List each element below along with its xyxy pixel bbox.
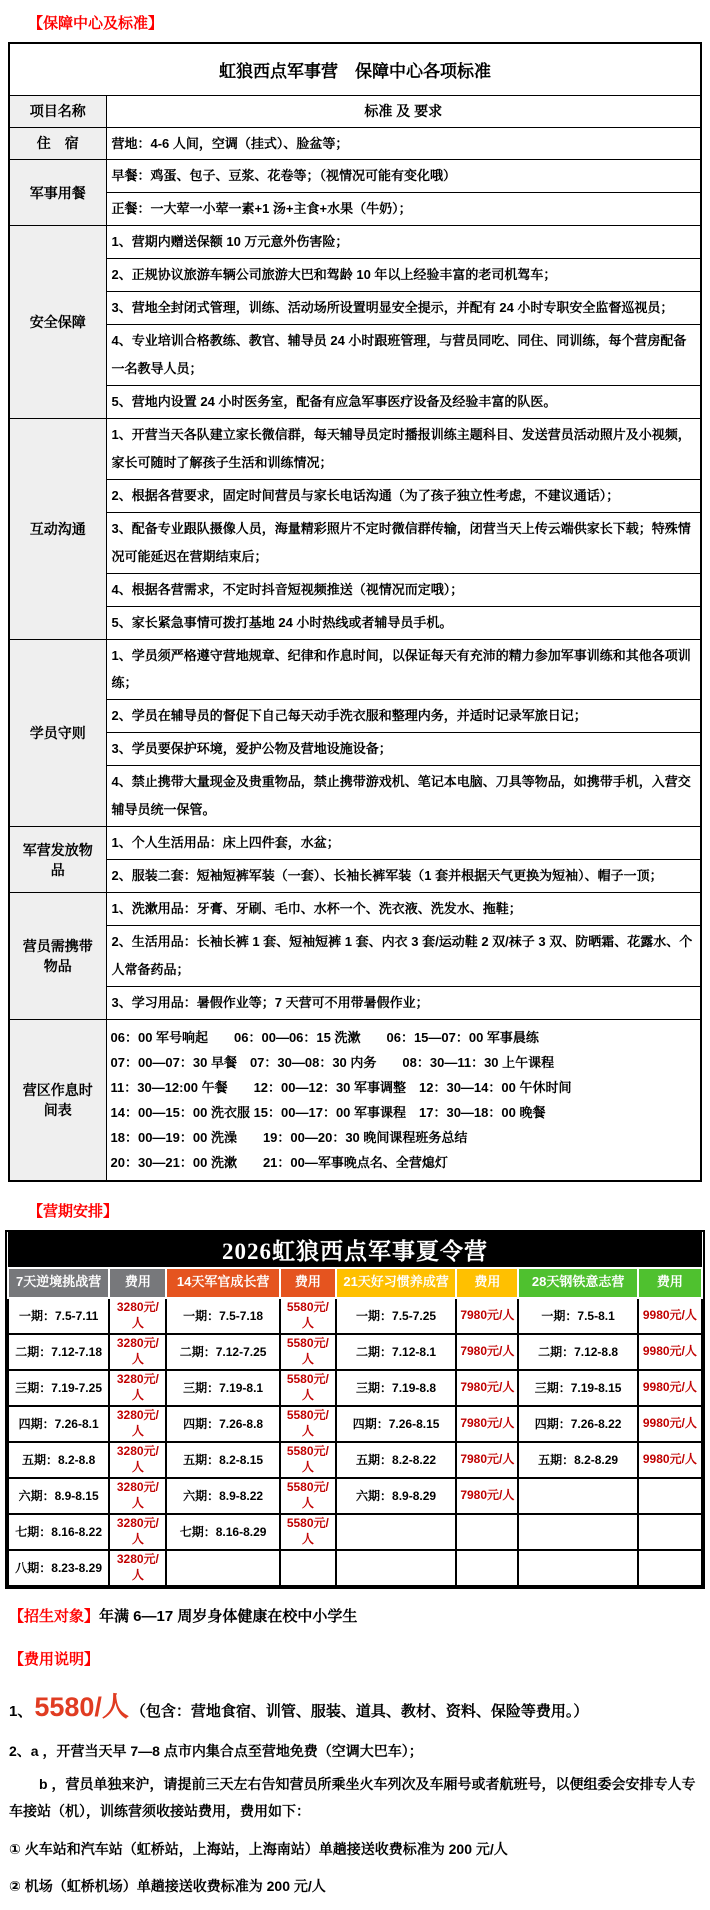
session-cell: 八期：8.23-8.29 — [8, 1550, 109, 1586]
fee-cell — [638, 1550, 702, 1586]
session-cell: 二期：7.12-8.8 — [518, 1334, 637, 1370]
fee-cell: 5580元/人 — [280, 1406, 336, 1442]
fee-note-detail: （包含：营地食宿、训管、服装、道具、教材、资料、保险等费用。） — [130, 1702, 589, 1720]
item-text: 1、学员须严格遵守营地规章、纪律和作息时间，以保证每天有充沛的精力参加军事训练和其他各项训练； — [106, 639, 701, 700]
session-cell: 五期：8.2-8.8 — [8, 1442, 109, 1478]
table-row — [9, 700, 701, 733]
table-row — [9, 893, 701, 926]
fee-cell: 5580元/人 — [280, 1334, 336, 1370]
fee-note-1 — [9, 1685, 710, 1724]
table-row — [9, 418, 701, 479]
fee-cell: 5580元/人 — [280, 1298, 336, 1334]
camp-row — [8, 1550, 702, 1586]
camp-schedule-table — [7, 1232, 703, 1587]
table-row — [9, 512, 701, 573]
support-table-title: 虹狼西点军事营 保障中心各项标准 — [9, 43, 701, 95]
item-text: 1、营期内赠送保额 10 万元意外伤害险； — [106, 226, 701, 259]
item-text: 正餐：一大荤一小荤一素+1 汤+主食+水果（牛奶）； — [106, 193, 701, 226]
table-row — [9, 127, 701, 160]
schedule-line: 06：00 军号响起 06：00—06：15 洗漱 06：15—07：00 军事晨练 — [110, 1029, 539, 1045]
session-cell: 四期：7.26-8.22 — [518, 1406, 637, 1442]
fee-header: 费用 — [109, 1268, 166, 1298]
session-cell: 三期：7.19-8.1 — [166, 1370, 279, 1406]
session-cell: 一期：7.5-7.25 — [336, 1298, 456, 1334]
session-cell: 七期：8.16-8.29 — [166, 1514, 279, 1550]
table-row — [9, 827, 701, 860]
support-standards-table — [8, 42, 702, 1182]
camp-row — [8, 1406, 702, 1442]
session-cell: 五期：8.2-8.15 — [166, 1442, 279, 1478]
table-row — [9, 925, 701, 986]
session-cell — [166, 1550, 279, 1586]
session-cell: 四期：7.26-8.1 — [8, 1406, 109, 1442]
fee-note-number: 1、 — [9, 1702, 33, 1720]
table-row — [9, 193, 701, 226]
session-cell: 六期：8.9-8.29 — [336, 1478, 456, 1514]
fee-cell: 7980元/人 — [456, 1478, 518, 1514]
program-header-21day: 21天好习惯养成营 — [336, 1268, 456, 1298]
item-text: 5、营地内设置 24 小时医务室，配备有应急军事医疗设备及经验丰富的队医。 — [106, 386, 701, 419]
program-header-14day: 14天军官成长营 — [166, 1268, 279, 1298]
fee-cell: 9980元/人 — [638, 1406, 702, 1442]
session-cell: 四期：7.26-8.8 — [166, 1406, 279, 1442]
camp-header-row — [8, 1268, 702, 1298]
fee-cell: 7980元/人 — [456, 1406, 518, 1442]
fee-cell — [280, 1550, 336, 1586]
camp-row — [8, 1514, 702, 1550]
schedule-line: 18：00—19：00 洗澡 19：00—20：30 晚间课程班务总结 — [110, 1129, 468, 1145]
fee-cell — [638, 1514, 702, 1550]
camp-row — [8, 1442, 702, 1478]
item-text: 1、开营当天各队建立家长微信群，每天辅导员定时播报训练主题科目、发送营员活动照片及小视频，家长可随时了解孩子生活和训练情况； — [106, 418, 701, 479]
enrollment-text: 年满 6—17 周岁身体健康在校中小学生 — [99, 1607, 358, 1625]
fee-cell: 3280元/人 — [109, 1334, 166, 1370]
session-cell: 四期：7.26-8.15 — [336, 1406, 456, 1442]
section-label-accommodation: 住 宿 — [9, 127, 106, 160]
session-cell: 三期：7.19-8.8 — [336, 1370, 456, 1406]
session-cell — [518, 1478, 637, 1514]
session-cell: 二期：7.12-8.1 — [336, 1334, 456, 1370]
fee-amount: 5580/人 — [34, 1691, 129, 1722]
schedule-line: 11：30—12:00 午餐 12：00—12：30 军事调整 12：30—14：00 午休时间 — [110, 1079, 572, 1095]
heading-support-standards: 【保障中心及标准】 — [28, 15, 164, 32]
heading-enrollment-target: 【招生对象】 — [9, 1607, 100, 1625]
fee-cell: 3280元/人 — [109, 1406, 166, 1442]
item-text: 3、学习用品：暑假作业等；7 天营可不用带暑假作业； — [106, 986, 701, 1019]
column-header-item-name: 项目名称 — [9, 95, 106, 127]
fee-cell: 9980元/人 — [638, 1298, 702, 1334]
item-text: 4、根据各营需求，不定时抖音短视频推送（视情况而定哦）； — [106, 573, 701, 606]
section-label-items-to-bring: 营员需携带物品 — [9, 893, 106, 1020]
fee-cell: 9980元/人 — [638, 1442, 702, 1478]
heading-fee-notes: 【费用说明】 — [9, 1650, 100, 1668]
section-label-communication: 互动沟通 — [9, 418, 106, 639]
table-row — [9, 766, 701, 827]
session-cell — [518, 1550, 637, 1586]
fee-cell: 3280元/人 — [109, 1442, 166, 1478]
item-text: 4、禁止携带大量现金及贵重物品，禁止携带游戏机、笔记本电脑、刀具等物品，如携带手机，入营交辅导员统一保管。 — [106, 766, 701, 827]
fee-note-airport: ② 机场（虹桥机场）单趟接送收费标准为 200 元/人 — [9, 1877, 326, 1894]
fee-header: 费用 — [456, 1268, 518, 1298]
table-row — [9, 160, 701, 193]
table-row — [9, 986, 701, 1019]
table-row — [9, 479, 701, 512]
fee-cell: 5580元/人 — [280, 1370, 336, 1406]
column-header-standards: 标准 及 要求 — [106, 95, 701, 127]
fee-cell: 5580元/人 — [280, 1514, 336, 1550]
item-text: 3、营地全封闭式管理，训练、活动场所设置明显安全提示，并配有 24 小时专职安全监督巡视员； — [106, 292, 701, 325]
table-row — [9, 325, 701, 386]
session-cell: 一期：7.5-7.11 — [8, 1298, 109, 1334]
table-row — [9, 1019, 701, 1181]
item-text: 3、配备专业跟队摄像人员，海量精彩照片不定时微信群传输，闭营当天上传云端供家长下载；特殊情况可能延迟在营期结束后； — [106, 512, 701, 573]
section-label-daily-schedule: 营区作息时间表 — [9, 1019, 106, 1181]
session-cell: 六期：8.9-8.22 — [166, 1478, 279, 1514]
heading-camp-schedule: 【营期安排】 — [28, 1202, 119, 1220]
table-row — [9, 639, 701, 700]
enrollment-line — [9, 1605, 710, 1626]
fee-cell: 5580元/人 — [280, 1442, 336, 1478]
item-text: 3、学员要保护环境，爱护公物及营地设施设备； — [106, 733, 701, 766]
camp-table-title: 2026虹狼西点军事夏令营 — [8, 1232, 702, 1268]
schedule-line: 14：00—15：00 洗衣服 15：00—17：00 军事课程 17：30—18：00 晚餐 — [110, 1104, 546, 1120]
session-cell: 二期：7.12-7.18 — [8, 1334, 109, 1370]
table-row — [9, 226, 701, 259]
fee-cell: 9980元/人 — [638, 1334, 702, 1370]
session-cell: 三期：7.19-7.25 — [8, 1370, 109, 1406]
item-text: 2、根据各营要求，固定时间营员与家长电话沟通（为了孩子独立性考虑，不建议通话）； — [106, 479, 701, 512]
fee-note-2b: b ，营员单独来沪，请提前三天左右告知营员所乘坐火车列次及车厢号或者航班号，以便组委会安排专人专车接站（机），训练营须收接站费用，费用如下： — [9, 1776, 696, 1820]
fee-cell: 3280元/人 — [109, 1550, 166, 1586]
program-header-7day: 7天逆境挑战营 — [8, 1268, 109, 1298]
fee-cell: 3280元/人 — [109, 1514, 166, 1550]
camp-row — [8, 1298, 702, 1334]
table-row — [9, 860, 701, 893]
camp-row — [8, 1334, 702, 1370]
session-cell — [336, 1514, 456, 1550]
item-text: 1、洗漱用品：牙膏、牙刷、毛巾、水杯一个、洗衣液、洗发水、拖鞋； — [106, 893, 701, 926]
flyer-page — [0, 12, 710, 1910]
fee-note-station: ① 火车站和汽车站（虹桥站，上海站，上海南站）单趟接送收费标准为 200 元/人 — [9, 1840, 508, 1857]
table-row — [9, 292, 701, 325]
item-text: 2、学员在辅导员的督促下自己每天动手洗衣服和整理内务，并适时记录军旅日记； — [106, 700, 701, 733]
session-cell: 一期：7.5-7.18 — [166, 1298, 279, 1334]
fee-cell: 3280元/人 — [109, 1478, 166, 1514]
fee-cell: 9980元/人 — [638, 1370, 702, 1406]
fee-header: 费用 — [638, 1268, 702, 1298]
fee-cell: 5580元/人 — [280, 1478, 336, 1514]
table-row — [9, 733, 701, 766]
session-cell: 一期：7.5-8.1 — [518, 1298, 637, 1334]
item-text: 2、正规协议旅游车辆公司旅游大巴和驾龄 10 年以上经验丰富的老司机驾车； — [106, 259, 701, 292]
item-text: 营地：4-6 人间，空调（挂式）、脸盆等； — [106, 127, 701, 160]
camp-row — [8, 1370, 702, 1406]
table-row — [9, 573, 701, 606]
section-label-student-rules: 学员守则 — [9, 639, 106, 827]
fee-cell: 7980元/人 — [456, 1334, 518, 1370]
section-label-issued-items: 军营发放物品 — [9, 827, 106, 893]
item-text: 1、个人生活用品：床上四件套，水盆； — [106, 827, 701, 860]
fee-cell: 3280元/人 — [109, 1298, 166, 1334]
section-label-meals: 军事用餐 — [9, 160, 106, 226]
fee-cell: 7980元/人 — [456, 1298, 518, 1334]
fee-cell — [638, 1478, 702, 1514]
fee-cell: 7980元/人 — [456, 1442, 518, 1478]
session-cell: 六期：8.9-8.15 — [8, 1478, 109, 1514]
table-row — [9, 259, 701, 292]
schedule-line: 07：00—07：30 早餐 07：30—08：30 内务 08：30—11：30 上午课程 — [110, 1054, 555, 1070]
fee-header: 费用 — [280, 1268, 336, 1298]
session-cell: 五期：8.2-8.29 — [518, 1442, 637, 1478]
daily-schedule-cell — [106, 1019, 701, 1181]
item-text: 5、家长紧急事情可拨打基地 24 小时热线或者辅导员手机。 — [106, 606, 701, 639]
camp-row — [8, 1478, 702, 1514]
table-row — [9, 386, 701, 419]
item-text: 2、服装二套：短袖短裤军装（一套）、长袖长裤军装（1 套并根据天气更换为短袖）、帽子一顶； — [106, 860, 701, 893]
fee-cell — [456, 1514, 518, 1550]
session-cell: 二期：7.12-7.25 — [166, 1334, 279, 1370]
fee-cell: 3280元/人 — [109, 1370, 166, 1406]
table-row — [9, 606, 701, 639]
item-text: 2、生活用品：长袖长裤 1 套、短袖短裤 1 套、内衣 3 套/运动鞋 2 双/袜子 3 双、防晒霜、花露水、个人常备药品； — [106, 925, 701, 986]
fee-cell — [456, 1550, 518, 1586]
section-label-safety: 安全保障 — [9, 226, 106, 419]
schedule-line: 20：30—21：00 洗漱 21：00—军事晚点名、全营熄灯 — [110, 1154, 448, 1170]
session-cell: 三期：7.19-8.15 — [518, 1370, 637, 1406]
session-cell — [336, 1550, 456, 1586]
session-cell: 七期：8.16-8.22 — [8, 1514, 109, 1550]
session-cell — [518, 1514, 637, 1550]
session-cell: 五期：8.2-8.22 — [336, 1442, 456, 1478]
fee-cell: 7980元/人 — [456, 1370, 518, 1406]
program-header-28day: 28天钢铁意志营 — [518, 1268, 637, 1298]
item-text: 4、专业培训合格教练、教官、辅导员 24 小时跟班管理，与营员同吃、同住、同训练，每个营房配备一名教导人员； — [106, 325, 701, 386]
camp-schedule-table-wrap — [5, 1230, 705, 1589]
fee-note-2a: 2、a ，开营当天早 7—8 点市内集合点至营地免费（空调大巴车）； — [9, 1742, 423, 1759]
item-text: 早餐：鸡蛋、包子、豆浆、花卷等；（视情况可能有变化哦） — [106, 160, 701, 193]
